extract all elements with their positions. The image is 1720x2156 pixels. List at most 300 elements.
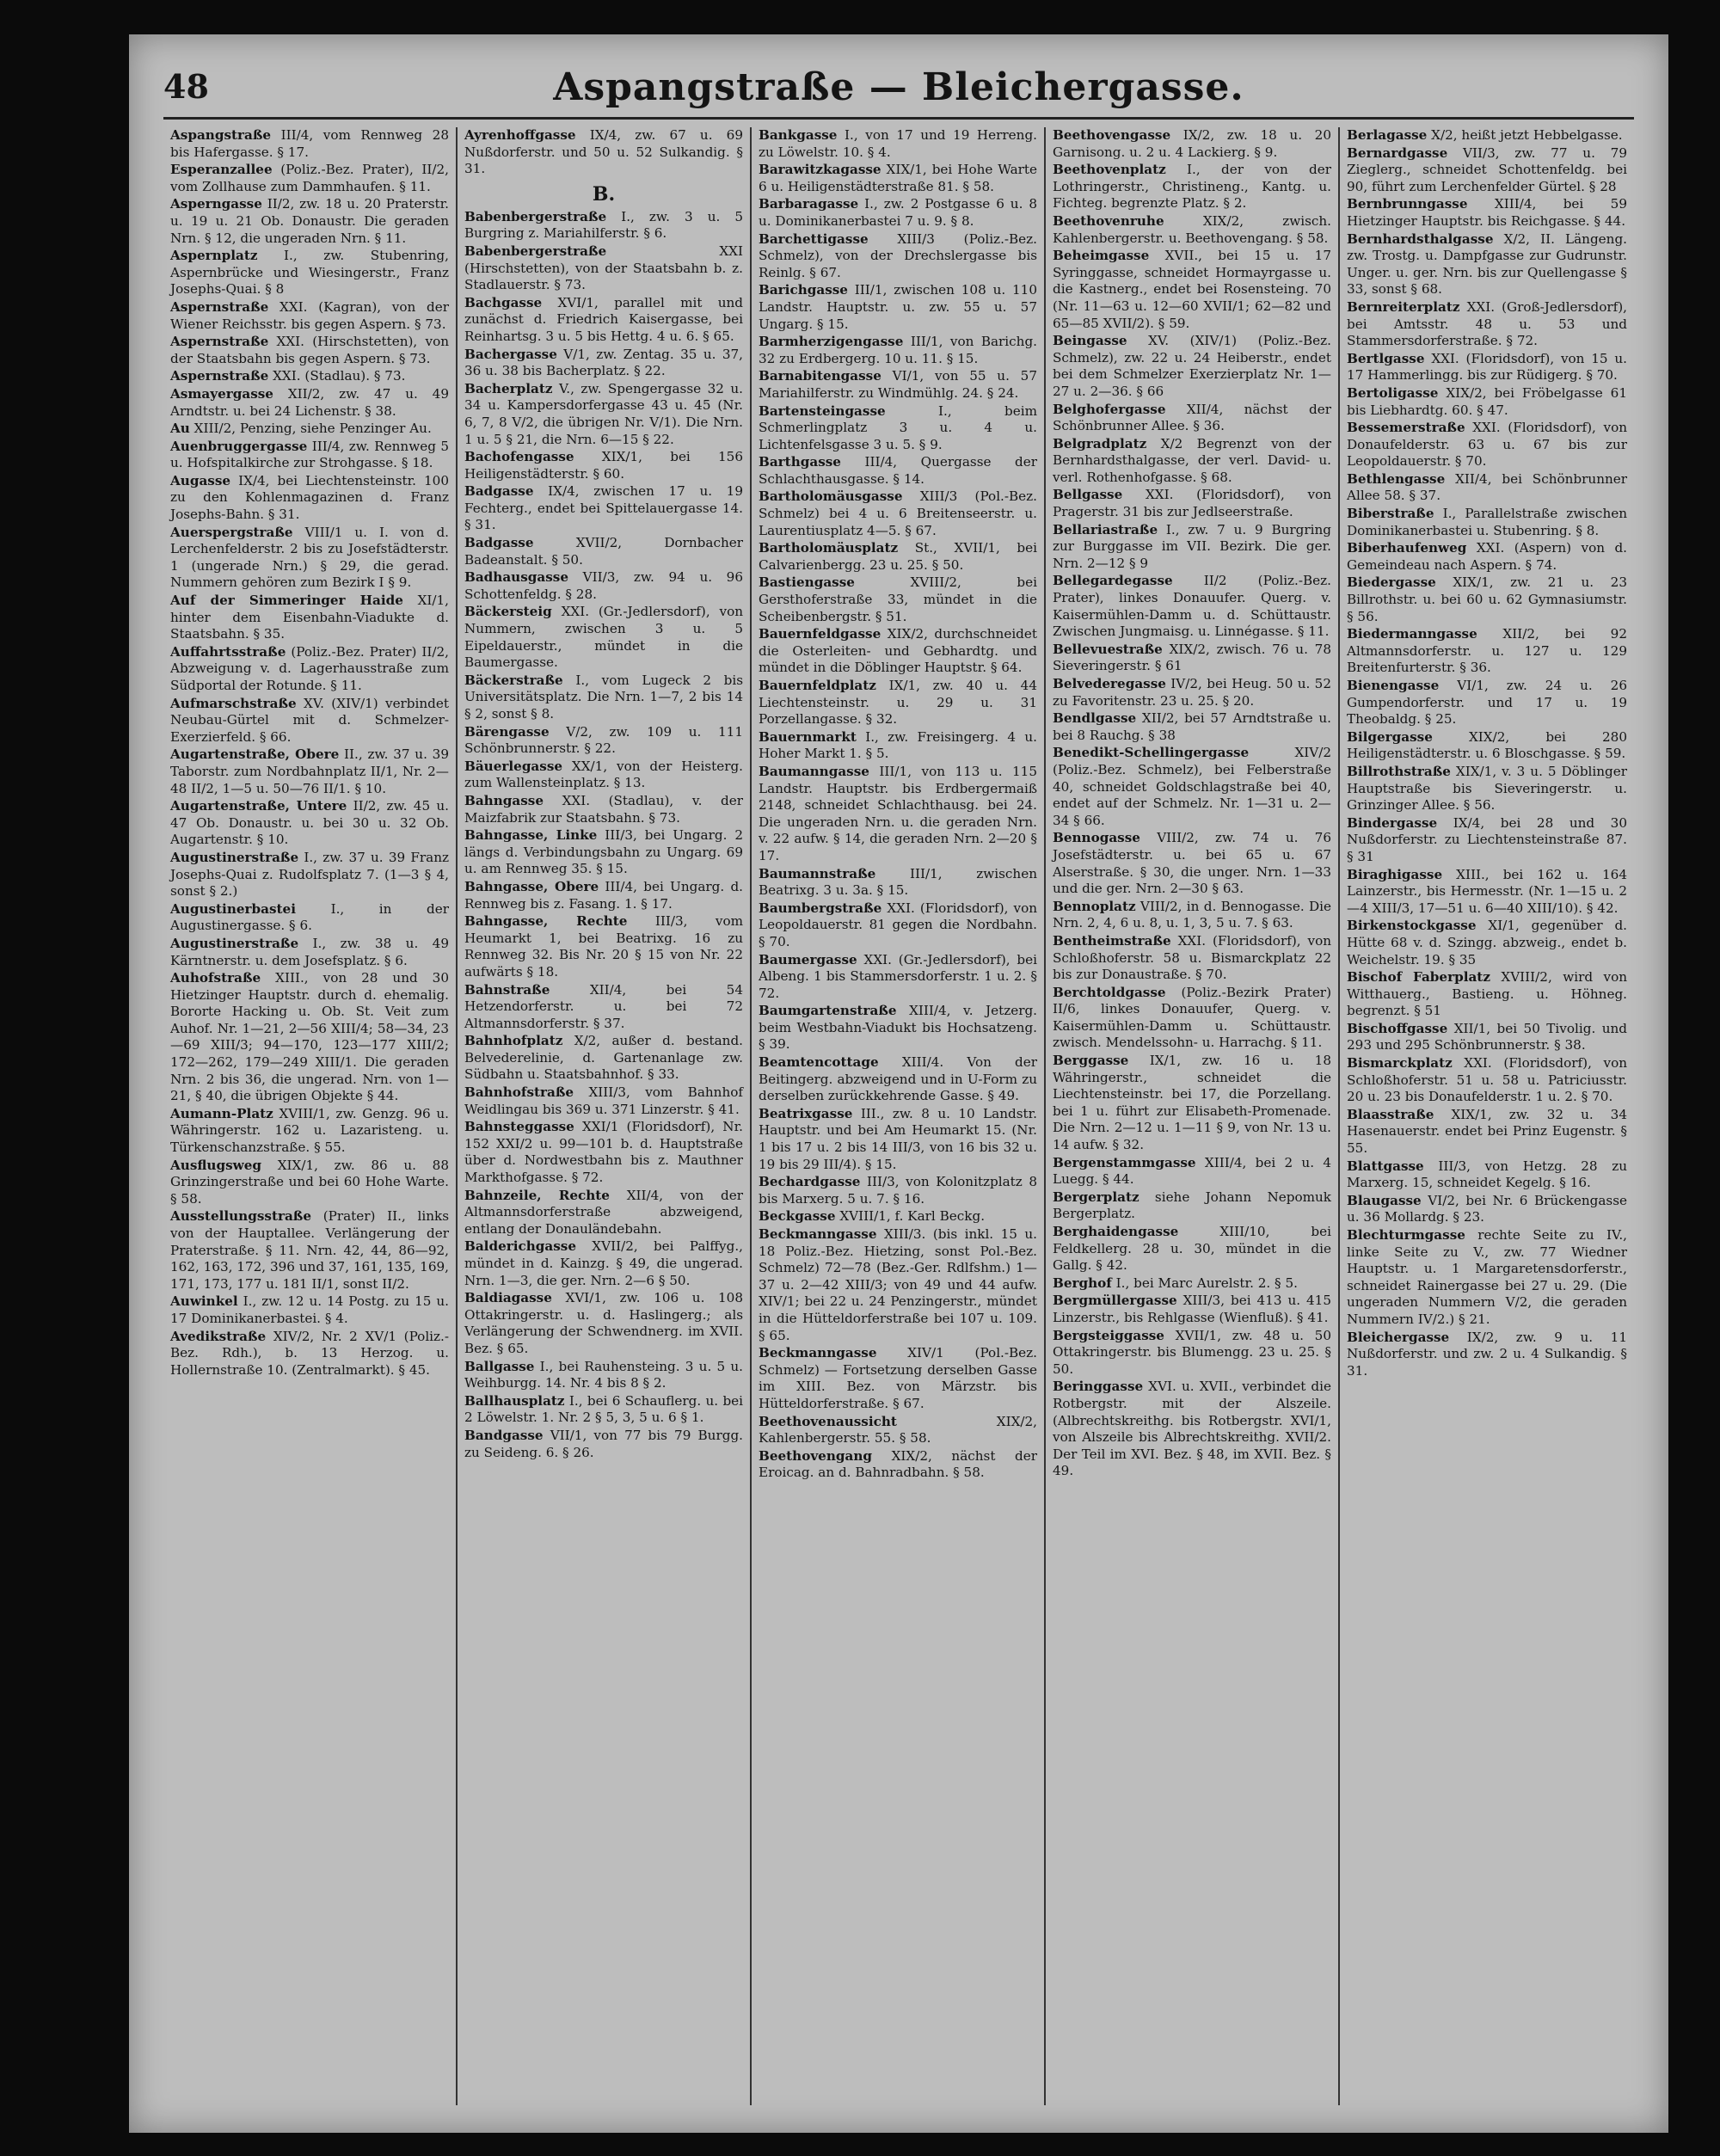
street-details: XXI. (Groß-Jedlersdorf), bei Amtsstr. 48 u. 53 und Stammersdorferstraße. § 72. — [1347, 298, 1628, 349]
street-name: Biberhaufenweg — [1347, 540, 1467, 556]
street-entry — [1053, 573, 1331, 640]
street-name: Auhofstraße — [170, 970, 261, 986]
street-name: Bahngasse, Linke — [464, 827, 598, 844]
street-details: XVIII/1, f. Karl Beckg. — [839, 1208, 986, 1225]
street-entry — [464, 209, 743, 243]
street-details: XVI. u. XVII., verbindet die Rotbergstr. mit der Alszeile. (Albrechtskreithg. bis Rotbergstr. XVI/1, von Alszeile bis Albrechtskreithg. XVII/2. Der Teil im XVI. Bez. § 48, im XVII. Bez. § 49. — [1053, 1379, 1331, 1479]
street-entry — [170, 368, 449, 385]
street-details: V., zw. Spengergasse 32 u. 34 u. Kampersdorfergasse 43 u. 45 (Nr. 6, 7, 8 V/2, die übrigen Nr. V/1). Die Nrn. 1 u. 5 § 21, die Nrn. 6—15 § 22. — [464, 380, 743, 447]
section-letter: B. — [592, 182, 616, 206]
street-details: XIII/4, v. Jetzerg. beim Westbahn-Viadukt bis Hochsatzeng. § 39. — [759, 1003, 1037, 1053]
street-entry — [759, 540, 1037, 574]
street-entry — [170, 334, 449, 367]
street-name: Auffahrtsstraße — [170, 643, 286, 660]
street-name: Ballgasse — [464, 1358, 535, 1374]
street-entry — [1347, 1158, 1627, 1192]
street-entry — [1053, 1275, 1331, 1293]
street-name: Beethovengasse — [1053, 127, 1171, 143]
street-entry — [1347, 420, 1627, 470]
street-name: Biberstraße — [1347, 506, 1434, 522]
street-name: Bertlgasse — [1347, 350, 1425, 366]
street-details: III/3, vom Heumarkt 1, bei Beatrixg. 16 zu Rennweg 32. Bis Nr. 20 § 15 von Nr. 22 aufwärts § 18. — [464, 913, 744, 980]
street-entry — [464, 347, 743, 380]
street-details: XXI. (Gr.-Jedlersdorf), von Nummern, zwischen 3 u. 5 Eipeldauerstr., mündet in die Baumergasse. — [464, 604, 744, 671]
street-name: Bechardgasse — [759, 1174, 861, 1190]
street-details: III/3, von Hetzg. 28 zu Marxerg. 15, schneidet Kegelg. § 16. — [1347, 1158, 1627, 1191]
street-details: XX/1, von der Heisterg. zum Wallensteinplatz. § 13. — [464, 758, 744, 791]
street-entry — [464, 535, 743, 568]
street-entry — [1347, 1330, 1627, 1380]
street-entry — [759, 1208, 1037, 1225]
street-entry — [464, 1188, 743, 1238]
street-details: XXI (Hirschstetten), von der Staatsbahn b. z. Stadlauerstr. § 73. — [464, 243, 743, 293]
street-details: XIX/2, bei Fröbelgasse 61 bis Liebhardtg. 60. § 47. — [1347, 384, 1628, 418]
street-entry — [464, 1238, 743, 1289]
street-entry — [464, 879, 743, 912]
street-name: Augustinerstraße — [170, 849, 299, 865]
street-entry — [170, 901, 449, 935]
street-entry — [759, 866, 1037, 900]
street-details: XIX/2, nächst der Eroicag. an d. Bahnradbahn. § 58. — [759, 1447, 1037, 1481]
street-name: Aumann-Platz — [170, 1105, 273, 1121]
street-details: IX/2, zw. 9 u. 11 Nußdorferstr. und zw. 2 u. 4 Sulkandig. § 31. — [1347, 1329, 1627, 1379]
street-entry — [759, 334, 1037, 367]
street-name: Berghof — [1053, 1275, 1112, 1291]
street-name: Au — [170, 421, 190, 437]
street-entry — [464, 673, 743, 723]
street-name: Bertoligasse — [1347, 384, 1439, 401]
street-name: Belgradplatz — [1053, 435, 1147, 451]
street-name: Barbaragasse — [759, 196, 859, 212]
street-name: Berghaidengasse — [1053, 1224, 1179, 1239]
street-entry — [170, 473, 449, 524]
street-details: I., zw. 12 u. 14 Postg. zu 15 u. 17 Dominikanerbastei. § 4. — [170, 1293, 450, 1326]
street-details: St., XVII/1, bei Calvarienbergg. 23 u. 25. § 50. — [759, 540, 1037, 573]
street-name: Baldiagasse — [464, 1290, 552, 1306]
street-entry — [1347, 540, 1627, 574]
column-4 — [1046, 127, 1340, 2105]
street-entry — [464, 1290, 743, 1357]
street-entry — [464, 381, 743, 448]
street-entry — [170, 196, 449, 247]
street-details: XII/1, bei 50 Tivolig. und 293 und 295 Schönbrunnerstr. § 38. — [1347, 1020, 1627, 1053]
street-details: X/2, heißt jetzt Hebbelgasse. — [1431, 127, 1623, 143]
street-details: VII/3, zw. 77 u. 79 Zieglerg., schneidet Schottenfeldg. bei 90, führt zum Lerchenfelder Gürtel. § 28 — [1347, 144, 1627, 194]
street-name: Bellgasse — [1053, 487, 1123, 503]
street-name: Augustinerstraße — [170, 935, 299, 951]
street-name: Ausflugsweg — [170, 1157, 261, 1173]
street-name: Belvederegasse — [1053, 676, 1166, 691]
street-name: Augustinerbastei — [170, 900, 296, 917]
street-name: Bahnsteggasse — [464, 1119, 574, 1135]
street-name: Bauernmarkt — [759, 728, 857, 745]
street-entry — [1053, 487, 1331, 520]
street-name: Bärengasse — [464, 723, 550, 740]
street-entry — [759, 231, 1037, 282]
street-name: Baumbergstraße — [759, 900, 882, 916]
street-details: VI/2, bei Nr. 6 Brückengasse u. 36 Mollardg. § 23. — [1347, 1192, 1627, 1225]
street-details: XXI. (Hirschstetten), von der Staatsbahn bis gegen Aspern. § 73. — [170, 334, 449, 366]
street-details: XXI. (Floridsdorf), von Schloßhoferstr. 58 u. Bismarckplatz 22 bis zur Donaustraße. § 70. — [1053, 932, 1331, 983]
street-name: Balderichgasse — [464, 1238, 577, 1255]
street-details: I., bei Marc Aurelstr. 2. § 5. — [1115, 1275, 1298, 1291]
street-name: Blattgasse — [1347, 1158, 1424, 1174]
street-name: Barichgasse — [759, 282, 848, 298]
street-details: II., zw. 37 u. 39 Taborstr. zum Nordbahnplatz II/1, Nr. 2—48 II/2, 1—5 u. 50—76 II/1. § 10. — [170, 746, 449, 796]
street-name: Beckgasse — [759, 1208, 836, 1225]
street-entry — [170, 421, 449, 438]
street-name: Baumgartenstraße — [759, 1003, 897, 1019]
street-details: VI/1, von 55 u. 57 Mariahilferstr. zu Windmühlg. 24. § 24. — [759, 368, 1037, 401]
street-details: VIII/1 u. I. von d. Lerchenfelderstr. 2 bis zu Josefstädterstr. 1 (ungerade Nrn.) § 29, die gerad. Nummern gehören zum Bezirk I § 9. — [170, 524, 449, 591]
street-entry — [1053, 642, 1331, 675]
street-name: Baumannstraße — [759, 865, 876, 881]
street-details: I., vom Lugeck 2 bis Universitätsplatz. Die Nrn. 1—7, 2 bis 14 § 2, sonst § 8. — [464, 672, 743, 722]
street-entry — [464, 1359, 743, 1392]
street-name: Bergenstammgasse — [1053, 1154, 1196, 1170]
street-details: III/1, zwischen 108 u. 110 Landstr. Hauptstr. u. zw. 55 u. 57 Ungarg. § 15. — [759, 282, 1037, 332]
street-details: I., zw. 38 u. 49 Kärntnerstr. u. dem Josefsplatz. § 6. — [170, 935, 449, 968]
street-entry — [1053, 676, 1331, 709]
street-entry — [170, 386, 449, 420]
street-details: X/2, außer d. bestand. Belvederelinie, d. Gartenanlage zw. Südbahn u. Staatsbahnhof. § 33. — [464, 1033, 743, 1083]
street-details: XXI. (Stadlau), v. der Maizfabrik zur Staatsbahn. § 73. — [464, 792, 743, 826]
street-entry — [1347, 145, 1627, 196]
street-entry — [170, 936, 449, 969]
street-details: XIX/2, bei 280 Heiligenstädterstr. u. 6 Bloschgasse. § 59. — [1347, 728, 1627, 762]
street-details: XIX/1, zw. 32 u. 34 Hasenauerstr. endet bei Prinz Eugenstr. § 55. — [1347, 1106, 1628, 1157]
street-entry — [1053, 985, 1331, 1052]
street-details: XVI/1, zw. 106 u. 108 Ottakringerstr. u. d. Haslingerg.; als Verlängerung der Schwendnerg. im XVII. Bez. § 65. — [464, 1290, 744, 1356]
street-entry — [759, 368, 1037, 402]
street-name: Aspernstraße — [170, 368, 269, 384]
street-name: Babenbergerstraße — [464, 208, 607, 224]
street-entry — [464, 759, 743, 792]
street-name: Barnabitengasse — [759, 368, 882, 384]
street-details: XIX/1, bei 156 Heiligenstädterstr. § 60. — [464, 449, 743, 482]
street-entry — [759, 1003, 1037, 1053]
street-name: Blaugasse — [1347, 1192, 1422, 1208]
street-name: Bachofengasse — [464, 449, 574, 465]
street-details: XV. (XIV/1) verbindet Neubau-Gürtel mit d. Schmelzer-Exerzierfeld. § 66. — [170, 695, 449, 745]
street-entry — [1053, 333, 1331, 400]
street-entry — [464, 1393, 743, 1427]
street-details: I., von 17 und 19 Herreng. zu Löwelstr. 10. § 4. — [759, 127, 1037, 160]
street-entry — [1347, 1021, 1627, 1054]
street-details: III/1, von Barichg. 32 zu Erdbergerg. 10 u. 11. § 15. — [759, 334, 1037, 366]
street-details: I., zw. 37 u. 39 Franz Josephs-Quai z. Rudolfsplatz 7. (1—3 § 4, sonst § 2.) — [170, 849, 450, 900]
street-name: Baumergasse — [759, 951, 857, 967]
street-details: (Poliz.-Bez. Prater), II/2, vom Zollhause zum Dammhaufen. § 11. — [170, 162, 450, 194]
street-details: XVII/1, zw. 48 u. 50 Ottakringerstr. bis Blumengg. 23 u. 25. § 50. — [1053, 1327, 1331, 1377]
street-entry — [464, 243, 743, 294]
street-entry — [1053, 1293, 1331, 1326]
street-details: II/2, zw. 18 u. 20 Praterstr. u. 19 u. 21 Ob. Donaustr. Die geraden Nrn. § 12, die ungeraden Nrn. § 11. — [170, 196, 450, 246]
street-name: Bernreiterplatz — [1347, 298, 1460, 315]
street-details: XXI. (Stadlau). § 73. — [273, 368, 406, 384]
street-entry — [464, 604, 743, 671]
street-entry — [759, 282, 1037, 333]
street-details: XIII/4, bei 2 u. 4 Luegg. § 44. — [1053, 1154, 1331, 1188]
street-name: Barmherzigengasse — [759, 334, 904, 350]
street-entry — [759, 678, 1037, 728]
street-details: XVII/2, bei Palffyg., mündet in d. Kainzg. § 49, die ungerad. Nrn. 1—3, die ger. Nrn. 2—6 § 50. — [464, 1238, 743, 1288]
street-entry — [759, 1174, 1037, 1207]
street-details: XIII/3 (Pol.-Bez. Schmelz) bei 4 u. 6 Breitenseerstr. u. Laurentiusplatz 4—5. § 67. — [759, 488, 1037, 538]
street-entry — [1347, 626, 1627, 677]
street-details: I., bei 6 Schauflerg. u. bei 2 Löwelstr. 1. Nr. 2 § 5, 3, 5 u. 6 § 1. — [464, 1392, 744, 1426]
street-details: siehe Johann Nepomuk Bergerplatz. — [1053, 1189, 1331, 1222]
street-name: Ballhausplatz — [464, 1392, 565, 1409]
street-details: XV. (XIV/1) (Poliz.-Bez. Schmelz), zw. 22 u. 24 Heiberstr., endet bei dem Schmelzer Exerzierplatz Nr. 1—27 u. 2—36. § 66 — [1053, 333, 1332, 399]
street-details: XI/1, hinter dem Eisenbahn-Viadukte d. Staatsbahn. § 35. — [170, 593, 449, 642]
street-entry — [759, 403, 1037, 454]
column-5 — [1340, 127, 1634, 2105]
street-entry — [464, 449, 743, 482]
street-name: Beheimgasse — [1053, 248, 1150, 264]
street-entry — [170, 1158, 449, 1208]
street-entry — [759, 574, 1037, 625]
street-details: XII/2, bei 92 Altmannsdorferstr. u. 127 u. 129 Breitenfurterstr. § 36. — [1347, 626, 1628, 676]
street-details: XIX/1, zw. 86 u. 88 Grinzingerstraße und bei 60 Hohe Warte. § 58. — [170, 1157, 450, 1207]
street-details: XII/4, bei 54 Hetzendorferstr. u. bei 72 Altmannsdorferstr. § 37. — [464, 981, 743, 1031]
street-details: XXI. (Floridsdorf), von Schloßhoferstr. 51 u. 58 u. Patriciusstr. 20 u. 23 bis Donaufelderstr. 1 u. 2. § 70. — [1347, 1055, 1627, 1105]
street-name: Beethovenplatz — [1053, 162, 1166, 178]
street-name: Bauernfeldplatz — [759, 678, 876, 693]
street-name: Baumanngasse — [759, 763, 869, 779]
street-entry — [1053, 1224, 1331, 1275]
street-name: Bischoffgasse — [1347, 1020, 1448, 1036]
street-details: XIII/10, bei Feldkellerg. 28 u. 30, mündet in die Gallg. § 42. — [1053, 1224, 1331, 1274]
street-entry — [464, 1428, 743, 1461]
page-number: 48 — [163, 67, 209, 106]
street-entry — [1347, 867, 1627, 918]
street-name: Beatrixgasse — [759, 1105, 853, 1121]
street-name: Barchettigasse — [759, 230, 869, 247]
street-name: Augartenstraße, Untere — [170, 798, 347, 814]
street-name: Bartensteingasse — [759, 402, 886, 419]
street-name: Bahnzeile, Rechte — [464, 1187, 610, 1203]
street-entry — [1347, 1055, 1627, 1106]
street-name: Bahnstraße — [464, 981, 550, 998]
street-details: XII/4, bei Schönbrunner Allee 58. § 37. — [1347, 470, 1627, 504]
street-details: XIV/2 (Poliz.-Bez. Schmelz), bei Felberstraße 40, schneidet Goldschlagstraße bei 40, endet auf der Schmelz. Nr. 1—31 u. 2—34 § 66. — [1053, 745, 1331, 828]
street-entry — [1053, 745, 1331, 829]
street-details: XIX/2, zwisch. Kahlenbergerstr. u. Beethovengang. § 58. — [1053, 212, 1332, 246]
street-entry — [170, 127, 449, 161]
street-details: IV/2, bei Heug. 50 u. 52 zu Favoritenstr. 23 u. 25. § 20. — [1053, 676, 1332, 709]
street-details: XVIII/1, zw. Genzg. 96 u. Währingerstr. 162 u. Lazaristeng. u. Türkenschanzstraße. § 55. — [170, 1105, 450, 1156]
street-details: V/2, zw. 109 u. 111 Schönbrunnerstr. § 22. — [464, 723, 743, 757]
street-name: Belghofergasse — [1053, 401, 1166, 417]
street-name: Esperanzallee — [170, 162, 273, 178]
street-entry — [464, 1033, 743, 1084]
street-details: IX/1, zw. 40 u. 44 Liechtensteinstr. u. 29 u. 31 Porzellangasse. § 32. — [759, 678, 1038, 728]
street-name: Aufmarschstraße — [170, 695, 297, 711]
street-entry — [170, 1208, 449, 1293]
street-entry — [170, 644, 449, 695]
street-name: Aspangstraße — [170, 127, 272, 143]
street-name: Augartenstraße, Obere — [170, 746, 340, 763]
street-entry — [759, 729, 1037, 763]
street-name: Aspernstraße — [170, 334, 269, 350]
street-details: III/1, zwischen Beatrixg. 3 u. 3a. § 15. — [759, 865, 1037, 899]
street-details: IX/4, zwischen 17 u. 19 Fechterg., endet bei Spittelauergasse 14. § 31. — [464, 483, 744, 533]
street-details: XIX/2, zwisch. 76 u. 78 Sieveringerstr. § 61 — [1053, 641, 1331, 674]
street-details: VII/3, zw. 94 u. 96 Schottenfeldg. § 28. — [464, 569, 744, 602]
street-name: Bilgergasse — [1347, 728, 1433, 745]
street-entry — [1347, 918, 1627, 968]
street-details: XIII/4. Von der Beitingerg. abzweigend und in U-Form zu derselben zurückkehrende Gasse. § 49. — [759, 1054, 1038, 1104]
street-details: (Poliz.-Bez. Prater) II/2, Abzweigung v. d. Lagerhausstraße zum Südportal der Rotunde. § 11. — [170, 643, 449, 693]
street-name: Auerspergstraße — [170, 524, 293, 540]
street-details: IX/4, bei Liechtensteinstr. 100 zu den Kohlenmagazinen d. Franz Josephs-Bahn. § 31. — [170, 472, 450, 523]
street-entry — [1347, 1107, 1627, 1158]
street-entry — [170, 525, 449, 592]
street-name: Berggasse — [1053, 1053, 1129, 1069]
street-entry — [170, 746, 449, 797]
street-entry — [759, 488, 1037, 539]
street-details: VIII/2, zw. 74 u. 76 Josefstädterstr. u. bei 65 u. 67 Alserstraße. § 30, die unger. Nrn. 1—33 und die ger. Nrn. 2—30 § 63. — [1053, 830, 1332, 897]
street-name: Barthgasse — [759, 454, 841, 470]
street-name: Bergmüllergasse — [1053, 1293, 1177, 1309]
street-entry — [170, 1293, 449, 1327]
street-name: Bauernfeldgasse — [759, 626, 882, 642]
header-rule — [163, 117, 1634, 120]
street-name: Beringgasse — [1053, 1379, 1144, 1395]
street-entry — [464, 827, 743, 878]
street-details: I., in der Augustinergasse. § 6. — [170, 900, 449, 934]
street-details: III/4, bei Ungarg. d. Rennweg bis z. Fasang. 1. § 17. — [464, 878, 744, 912]
street-name: Bellegardegasse — [1053, 573, 1173, 589]
street-name: Bergerplatz — [1053, 1189, 1140, 1205]
street-name: Bahnhofplatz — [464, 1033, 563, 1049]
street-name: Auenbruggergasse — [170, 438, 308, 454]
street-details: XIII/3 (Poliz.-Bez. Schmelz), von der Drechslergasse bis Reinlg. § 67. — [759, 230, 1038, 280]
street-entry — [759, 454, 1037, 488]
street-entry — [1053, 1328, 1331, 1379]
street-name: Badgasse — [464, 535, 534, 551]
street-entry — [170, 1106, 449, 1157]
street-entry — [464, 1084, 743, 1118]
street-details: I., zw. 3 u. 5 Burgring z. Mariahilferstr. § 6. — [464, 208, 743, 242]
street-name: Berchtoldgasse — [1053, 984, 1166, 1000]
street-name: Bäckerstraße — [464, 672, 563, 688]
street-details: I., der von der Lothringerstr., Christineng., Kantg. u. Fichteg. begrenzte Platz. § 2. — [1053, 162, 1332, 212]
street-name: Bennoplatz — [1053, 898, 1136, 914]
street-details: II/2, zw. 45 u. 47 Ob. Donaustr. u. bei 30 u. 32 Ob. Augartenstr. § 10. — [170, 798, 449, 848]
street-entry — [170, 162, 449, 195]
street-name: Bartholomäusplatz — [759, 540, 899, 556]
street-details: I., beim Schmerlingplatz 3 u. 4 u. Lichtenfelsgasse 3 u. 5. § 9. — [759, 402, 1038, 452]
street-name: Beamtencottage — [759, 1054, 879, 1071]
street-details: XXI. (Floridsdorf), von Donaufelderstr. 63 u. 67 bis zur Leopoldauerstr. § 70. — [1347, 420, 1627, 470]
street-name: Bandgasse — [464, 1427, 544, 1443]
street-name: Bäuerlegasse — [464, 758, 563, 774]
street-details: III/4, Quergasse der Schlachthausgasse. § 14. — [759, 454, 1037, 487]
street-details: IX/4, zw. 67 u. 69 Nußdorferstr. und 50 u. 52 Sulkandig. § 31. — [464, 127, 744, 177]
street-entry — [759, 162, 1037, 195]
street-entry — [1347, 127, 1627, 144]
street-name: Bahngasse — [464, 792, 544, 808]
street-details: XIII., bei 162 u. 164 Lainzerstr., bis Hermesstr. (Nr. 1—15 u. 2—4 XIII/3, 17—51 u. 6—40 XIII/10). § 42. — [1347, 866, 1628, 916]
street-name: Beethovengang — [759, 1447, 873, 1464]
street-details: IX/2, zw. 18 u. 20 Garnisong. u. 2 u. 4 Lackierg. § 9. — [1053, 127, 1332, 160]
street-entry — [170, 439, 449, 472]
street-entry — [1347, 299, 1627, 350]
street-name: Badgasse — [464, 483, 534, 500]
street-entry — [1053, 213, 1331, 247]
street-details: XIV/2, Nr. 2 XV/1 (Poliz.-Bez. Rdh.), b. 13 Herzog. u. Hollernstraße 10. (Zentralmarkt). § 45. — [170, 1328, 450, 1378]
street-name: Bastiengasse — [759, 574, 855, 591]
street-entry — [1347, 1227, 1627, 1329]
street-entry — [1347, 231, 1627, 298]
street-details: XI/1, gegenüber d. Hütte 68 v. d. Szingg. abzweig., endet b. Weichelstr. 19. § 35 — [1347, 918, 1628, 967]
street-name: Bendlgasse — [1053, 710, 1137, 727]
street-details: X/2 Begrenzt von der Bernhardsthalgasse, der verl. David- u. verl. Rothenhofgasse. § 68. — [1053, 435, 1331, 485]
street-name: Bahngasse, Obere — [464, 878, 599, 894]
street-details: XVIII/2, bei Gersthoferstraße 33, mündet in die Scheibenbergstr. § 51. — [759, 574, 1037, 624]
street-name: Bellariastraße — [1053, 521, 1158, 537]
column-3 — [752, 127, 1046, 2105]
street-entry — [759, 1054, 1037, 1105]
street-details: XXI. (Floridsdorf), von 15 u. 17 Hammerlingg. bis zur Rüdigerg. § 70. — [1347, 350, 1627, 384]
street-details: XVII., bei 15 u. 17 Syringgasse, schneidet Hormayrgasse u. die Kastnerg., endet bei Rosensteing. 70 (Nr. 11—63 u. 12—60 XVII/1; 62—82 und 65—85 XVII/2). § 59. — [1053, 248, 1332, 331]
street-entry — [464, 913, 743, 980]
street-entry — [170, 299, 449, 333]
street-name: Bleichergasse — [1347, 1329, 1450, 1345]
street-name: Bernbrunngasse — [1347, 196, 1468, 212]
street-details: VI/1, zw. 24 u. 26 Gumpendorferstr. und 17 u. 19 Theobaldg. § 25. — [1347, 678, 1628, 728]
street-name: Bäckersteig — [464, 604, 552, 620]
street-details: XXI. (Floridsdorf), von Pragerstr. 31 bis zur Jedlseerstraße. — [1053, 487, 1332, 520]
street-details: XIX/2, durchschneidet die Osterleiten- und Gebhardtg. und mündet in die Döblinger Hauptstr. § 64. — [759, 626, 1037, 676]
street-name: Beckmanngasse — [759, 1345, 877, 1361]
street-details: I., Parallelstraße zwischen Dominikanerbastei u. Stubenring. § 8. — [1347, 506, 1627, 538]
street-entry — [1347, 574, 1627, 625]
street-name: Bischof Faberplatz — [1347, 969, 1490, 986]
street-name: Biraghigasse — [1347, 866, 1443, 882]
street-name: Avedikstraße — [170, 1328, 267, 1344]
street-details: I., zw. 2 Postgasse 6 u. 8 u. Dominikanerbastei 7 u. 9. § 8. — [759, 196, 1037, 229]
street-details: XVII/2, Dornbacher Badeanstalt. § 50. — [464, 535, 743, 568]
street-entry — [1053, 710, 1331, 744]
street-details: XII/4, von der Altmannsdorferstraße abzweigend, entlang der Donauländebahn. — [464, 1187, 744, 1237]
street-name: Beckmanngasse — [759, 1226, 877, 1242]
street-name: Bienengasse — [1347, 678, 1440, 693]
street-entry — [1347, 385, 1627, 419]
street-details: III/4, zw. Rennweg 5 u. Hofspitalkirche zur Strohgasse. § 18. — [170, 438, 449, 471]
street-entry — [170, 696, 449, 746]
street-details: III/3, von Kolonitzplatz 8 bis Marxerg. 5 u. 7. § 16. — [759, 1174, 1037, 1207]
street-details: XIX/1, zw. 21 u. 23 Billrothstr. u. bei 60 u. 62 Gymnasiumstr. § 56. — [1347, 574, 1628, 624]
street-details: III/3, bei Ungarg. 2 längs d. Verbindungsbahn zu Ungarg. 69 u. am Rennweg 35. § 15. — [464, 827, 743, 877]
street-entry — [464, 982, 743, 1033]
street-details: XVIII/2, wird von Witthauerg., Bastieng. u. Höhneg. begrenzt. § 51 — [1347, 969, 1627, 1019]
street-details: XXI. (Kagran), von der Wiener Reichsstr. bis gegen Aspern. § 73. — [170, 298, 450, 332]
street-entry — [170, 248, 449, 298]
running-head: Aspangstraße — Bleichergasse. — [553, 65, 1244, 109]
street-details: VII/1, von 77 bis 79 Burgg. zu Seideng. 6. § 26. — [464, 1427, 743, 1460]
street-entry — [1053, 248, 1331, 332]
street-entry — [170, 1329, 449, 1379]
street-details: II/2 (Poliz.-Bez. Prater), linkes Donauufer. Querg. v. Kaisermühlen-Damm u. d. Schüttaustr. Zwischen Jungmaisg. u. Linnégasse. § 11. — [1053, 573, 1331, 640]
street-details: III/1, von 113 u. 115 Landstr. Hauptstr. bis Erdbergermaiß 2148, schneidet Schlachthausg. bei 24. Die ungeraden Nrn. u. die geraden Nrn. v. 22 aufw. § 14, die geraden Nrn. 2—20 § 17. — [759, 763, 1037, 863]
street-details: XIII., von 28 und 30 Hietzinger Hauptstr. durch d. ehemalig. Bororte Hacking u. Ob. St. Veit zum Auhof. Nr. 1—21, 2—56 XIII/4; 58—34, 23—69 XIII/3; 94—170, 123—177 XIII/2; 172—262, 179—249 XIII/1. Die geraden Nrn. 2 bis 36, die ungerad. Nrn. von 1—21, § 40, die übrigen Objekte § 44. — [170, 970, 450, 1104]
street-entry — [464, 724, 743, 758]
street-details: XIII/4, bei 59 Hietzinger Hauptstr. bis Reichgasse. § 44. — [1347, 196, 1627, 229]
street-entry — [759, 196, 1037, 230]
